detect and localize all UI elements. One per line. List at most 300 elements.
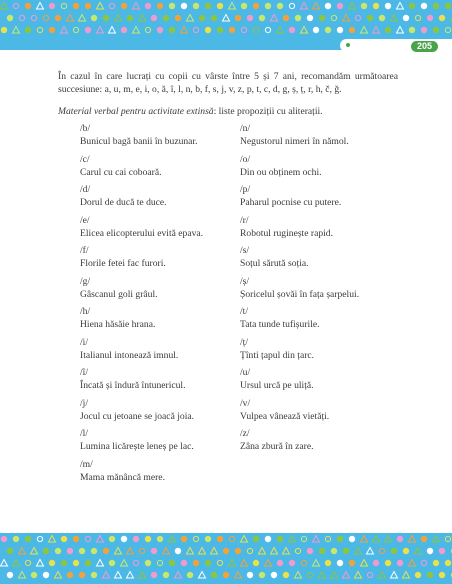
confetti-dot — [169, 3, 175, 9]
confetti-triangle — [199, 548, 206, 555]
confetti-dot — [25, 536, 31, 542]
confetti-dot — [385, 27, 391, 33]
confetti-dot — [403, 15, 409, 21]
alliteration-item — [80, 336, 240, 367]
phoneme-label: /c/ — [80, 153, 90, 165]
confetti-triangle — [391, 15, 398, 22]
confetti-dot — [277, 3, 283, 9]
confetti-triangle — [37, 3, 44, 10]
confetti-dot — [415, 572, 421, 578]
confetti-triangle — [127, 572, 134, 579]
confetti-dot — [337, 536, 343, 542]
confetti-dot — [73, 3, 79, 9]
confetti-ring — [193, 27, 198, 32]
confetti-dot — [289, 560, 295, 566]
confetti-dot — [319, 15, 325, 21]
confetti-triangle — [79, 15, 86, 22]
confetti-dot — [421, 536, 427, 542]
confetti-dot — [181, 536, 187, 542]
confetti-triangle — [385, 536, 392, 543]
confetti-triangle — [121, 560, 128, 567]
confetti-triangle — [271, 548, 278, 555]
confetti-dot — [163, 572, 169, 578]
confetti-dot — [7, 548, 13, 554]
confetti-dot — [223, 548, 229, 554]
confetti-triangle — [169, 536, 176, 543]
phoneme-label: /d/ — [80, 184, 91, 195]
confetti-dot — [337, 3, 343, 9]
phoneme-label: /ț/ — [240, 336, 248, 348]
confetti-dot — [55, 15, 61, 21]
confetti-dot — [175, 15, 181, 21]
confetti-dot — [235, 15, 241, 21]
confetti-dot — [241, 3, 247, 9]
confetti-dot — [121, 3, 127, 9]
confetti-dot — [157, 536, 163, 542]
confetti-ring — [73, 27, 78, 32]
alliteration-item — [80, 458, 240, 489]
confetti-triangle — [343, 15, 350, 22]
confetti-triangle — [241, 536, 248, 543]
confetti-triangle — [115, 15, 122, 22]
confetti-dot — [313, 27, 319, 33]
alliteration-item — [240, 183, 400, 214]
confetti-ring — [133, 560, 138, 565]
confetti-dot — [43, 548, 49, 554]
confetti-dot — [181, 3, 187, 9]
phoneme-label: /n/ — [240, 123, 251, 134]
confetti-triangle — [67, 15, 74, 22]
confetti-dot — [439, 572, 445, 578]
confetti-triangle — [49, 536, 56, 543]
confetti-dot — [337, 560, 343, 566]
confetti-triangle — [31, 548, 38, 555]
phoneme-label: /m/ — [80, 458, 93, 470]
confetti-dot — [265, 536, 271, 542]
confetti-triangle — [103, 572, 110, 579]
confetti-dot — [109, 560, 115, 566]
confetti-ring — [229, 536, 234, 541]
confetti-triangle — [259, 548, 266, 555]
phoneme-label: /s/ — [240, 245, 250, 256]
confetti-triangle — [415, 548, 422, 555]
alliteration-item — [240, 244, 400, 275]
confetti-triangle — [229, 3, 236, 10]
confetti-dot — [427, 572, 433, 578]
phoneme-label: /i/ — [80, 336, 88, 348]
page-tab-dot — [346, 43, 350, 47]
confetti-dot — [217, 27, 223, 33]
confetti-dot — [73, 536, 79, 542]
confetti-triangle — [379, 572, 386, 579]
confetti-triangle — [241, 560, 248, 567]
phoneme-label: /h/ — [80, 306, 91, 317]
alliteration-item — [240, 275, 400, 306]
alliteration-sentence: Gâscanul goli grâul. — [80, 288, 158, 300]
confetti-triangle — [163, 548, 170, 555]
confetti-triangle — [301, 3, 308, 10]
confetti-dot — [7, 572, 13, 578]
alliteration-sentence: Mama mănâncă mere. — [80, 471, 165, 483]
confetti-triangle — [391, 572, 398, 579]
confetti-dot — [271, 572, 277, 578]
confetti-ring — [355, 15, 360, 20]
phoneme-label: /î/ — [80, 367, 88, 378]
confetti-ring — [295, 548, 300, 553]
confetti-dot — [385, 560, 391, 566]
confetti-dot — [289, 27, 295, 33]
confetti-triangle — [187, 548, 194, 555]
confetti-triangle — [139, 15, 146, 22]
confetti-dot — [337, 27, 343, 33]
phoneme-label: /o/ — [240, 153, 251, 165]
confetti-dot — [79, 572, 85, 578]
phoneme-label: /z/ — [240, 428, 250, 439]
confetti-dot — [445, 3, 451, 9]
confetti-dot — [247, 15, 253, 21]
phoneme-label: /b/ — [80, 123, 91, 134]
confetti-triangle — [133, 3, 140, 10]
alliteration-sentence: Bunicul bagă banii în buzunar. — [80, 136, 198, 147]
alliteration-item — [80, 305, 240, 336]
confetti-dot — [373, 3, 379, 9]
confetti-dot — [31, 572, 37, 578]
confetti-triangle — [13, 560, 20, 567]
confetti-triangle — [361, 560, 368, 567]
confetti-triangle — [331, 572, 338, 579]
confetti-triangle — [355, 572, 362, 579]
confetti-dot — [259, 572, 265, 578]
confetti-triangle — [97, 536, 104, 543]
confetti-triangle — [397, 3, 404, 10]
confetti-dot — [145, 560, 151, 566]
confetti-triangle — [361, 536, 368, 543]
confetti-dot — [205, 560, 211, 566]
confetti-dot — [79, 548, 85, 554]
alliteration-sentence: Elicea elicopterului evită epava. — [80, 227, 204, 239]
confetti-dot — [1, 536, 7, 542]
alliteration-sentence: Paharul pocnise cu putere. — [240, 197, 342, 208]
confetti-ring — [325, 536, 330, 541]
confetti-triangle — [1, 560, 8, 567]
confetti-dot — [379, 15, 385, 21]
alliteration-item — [240, 427, 400, 458]
confetti-triangle — [361, 27, 368, 34]
confetti-dot — [253, 536, 259, 542]
alliteration-item — [80, 153, 240, 184]
alliteration-item — [240, 397, 400, 428]
confetti-triangle — [301, 27, 308, 34]
confetti-triangle — [265, 560, 272, 567]
confetti-dot — [199, 15, 205, 21]
confetti-dot — [25, 27, 31, 33]
material-text: : liste propoziții cu aliterații. — [213, 106, 323, 117]
confetti-ring — [307, 572, 312, 577]
confetti-triangle — [199, 572, 206, 579]
confetti-dot — [325, 560, 331, 566]
confetti-dot — [211, 572, 217, 578]
confetti-triangle — [139, 572, 146, 579]
confetti-dot — [397, 536, 403, 542]
confetti-dot — [55, 548, 61, 554]
confetti-ring — [367, 572, 372, 577]
confetti-dot — [181, 560, 187, 566]
confetti-dot — [295, 15, 301, 21]
main-content — [58, 70, 398, 118]
confetti-dot — [85, 27, 91, 33]
confetti-dot — [433, 3, 439, 9]
confetti-triangle — [97, 560, 104, 567]
confetti-dot — [145, 536, 151, 542]
confetti-dot — [391, 548, 397, 554]
confetti-ring — [43, 15, 48, 20]
confetti-triangle — [187, 15, 194, 22]
alliteration-item — [80, 366, 240, 397]
confetti-dot — [367, 15, 373, 21]
alliteration-item — [240, 153, 400, 184]
confetti-dot — [25, 3, 31, 9]
confetti-triangle — [283, 548, 290, 555]
alliteration-sentence: Tata tunde tufișurile. — [240, 319, 320, 330]
alliteration-sentence: Jocul cu jetoane se joacă joia. — [80, 410, 195, 422]
confetti-ring — [85, 536, 90, 541]
confetti-triangle — [367, 548, 374, 555]
confetti-dot — [403, 548, 409, 554]
confetti-dot — [349, 27, 355, 33]
confetti-dot — [253, 3, 259, 9]
confetti-dot — [445, 560, 451, 566]
confetti-dot — [193, 560, 199, 566]
alliteration-lists — [80, 122, 400, 488]
confetti-dot — [163, 15, 169, 21]
alliteration-item — [80, 427, 240, 458]
confetti-dot — [409, 3, 415, 9]
alliteration-item — [80, 244, 240, 275]
confetti-dot — [265, 3, 271, 9]
confetti-dot — [157, 3, 163, 9]
alliteration-sentence: Vulpea vânează vietăți. — [240, 410, 330, 422]
confetti-dot — [109, 536, 115, 542]
confetti-dot — [385, 3, 391, 9]
confetti-triangle — [295, 572, 302, 579]
confetti-ring — [217, 560, 222, 565]
confetti-triangle — [97, 27, 104, 34]
confetti-dot — [253, 560, 259, 566]
confetti-ring — [265, 27, 270, 32]
confetti-dot — [103, 15, 109, 21]
confetti-triangle — [349, 3, 356, 10]
confetti-dot — [169, 560, 175, 566]
confetti-dot — [43, 572, 49, 578]
alliteration-sentence: Soțul sărută soția. — [240, 258, 309, 269]
confetti-dot — [7, 15, 13, 21]
confetti-dot — [283, 15, 289, 21]
right-column — [240, 122, 400, 488]
confetti-ring — [415, 15, 420, 20]
phoneme-label: /j/ — [80, 397, 88, 409]
confetti-dot — [13, 536, 19, 542]
confetti-triangle — [13, 27, 20, 34]
confetti-triangle — [409, 536, 416, 543]
alliteration-sentence: Din ou obținem ochi. — [240, 166, 322, 178]
phoneme-label: /ș/ — [240, 275, 250, 287]
confetti-dot — [85, 3, 91, 9]
confetti-triangle — [355, 548, 362, 555]
confetti-dot — [373, 560, 379, 566]
confetti-triangle — [175, 572, 182, 579]
confetti-ring — [301, 536, 306, 541]
confetti-ring — [109, 3, 114, 8]
confetti-dot — [427, 15, 433, 21]
confetti-dot — [427, 548, 433, 554]
alliteration-sentence: Țînti țapul din țarc. — [240, 349, 315, 361]
confetti-triangle — [343, 572, 350, 579]
confetti-ring — [157, 560, 162, 565]
alliteration-sentence: Ursul urcă pe uliță. — [240, 380, 314, 391]
alliteration-item — [80, 214, 240, 245]
confetti-dot — [49, 3, 55, 9]
confetti-ring — [61, 3, 66, 8]
left-column — [80, 122, 240, 488]
alliteration-sentence: Negustorul nimeri în nămol. — [240, 136, 349, 147]
confetti-dot — [349, 560, 355, 566]
confetti-triangle — [319, 572, 326, 579]
confetti-dot — [49, 27, 55, 33]
alliteration-item — [240, 336, 400, 367]
confetti-dot — [61, 536, 67, 542]
alliteration-sentence: Zâna zbură în zare. — [240, 441, 314, 452]
confetti-triangle — [271, 15, 278, 22]
confetti-ring — [37, 27, 42, 32]
confetti-dot — [433, 560, 439, 566]
confetti-dot — [1, 27, 7, 33]
confetti-triangle — [19, 572, 26, 579]
confetti-dot — [349, 536, 355, 542]
intro-paragraph: În cazul în care lucrați cu copii cu vârste între 5 și 7 ani, recomandăm următoarea succesiune: a, u, m, e, i, o, ă, î, l, n, b, f, s, j, v, z, p, t, c, d, g, ș, ț, r, h, č, ğ. — [58, 71, 398, 95]
confetti-triangle — [409, 560, 416, 567]
confetti-dot — [439, 15, 445, 21]
page-number: 205 — [411, 41, 438, 52]
phoneme-label: /u/ — [240, 367, 251, 378]
confetti-dot — [421, 27, 427, 33]
confetti-dot — [169, 27, 175, 33]
phoneme-label: /e/ — [80, 214, 90, 226]
confetti-dot — [175, 548, 181, 554]
confetti-triangle — [313, 3, 320, 10]
confetti-dot — [277, 560, 283, 566]
confetti-ring — [193, 536, 198, 541]
alliteration-item — [80, 397, 240, 428]
confetti-ring — [445, 27, 450, 32]
confetti-dot — [325, 3, 331, 9]
confetti-dot — [259, 15, 265, 21]
confetti-ring — [37, 536, 42, 541]
confetti-triangle — [289, 536, 296, 543]
alliteration-sentence: Șoricelul șovăi în fața șarpelui. — [240, 288, 360, 300]
alliteration-sentence: Florile fetei fac furori. — [80, 258, 166, 269]
confetti-ring — [379, 548, 384, 553]
confetti-dot — [91, 572, 97, 578]
confetti-triangle — [127, 548, 134, 555]
phoneme-label: /f/ — [80, 245, 89, 256]
confetti-triangle — [115, 548, 122, 555]
confetti-dot — [331, 548, 337, 554]
confetti-triangle — [1, 3, 8, 10]
confetti-dot — [205, 27, 211, 33]
confetti-ring — [139, 548, 144, 553]
confetti-ring — [31, 15, 36, 20]
pattern-shapes — [0, 533, 452, 584]
confetti-triangle — [133, 27, 140, 34]
confetti-dot — [49, 560, 55, 566]
confetti-dot — [187, 572, 193, 578]
confetti-dot — [151, 15, 157, 21]
alliteration-item — [240, 214, 400, 245]
confetti-ring — [421, 560, 426, 565]
confetti-dot — [211, 15, 217, 21]
alliteration-item — [240, 305, 400, 336]
confetti-dot — [121, 536, 127, 542]
confetti-dot — [67, 548, 73, 554]
confetti-ring — [331, 15, 336, 20]
confetti-dot — [217, 3, 223, 9]
confetti-dot — [91, 548, 97, 554]
confetti-triangle — [373, 27, 380, 34]
confetti-triangle — [211, 548, 218, 555]
confetti-dot — [307, 15, 313, 21]
confetti-dot — [361, 3, 367, 9]
confetti-triangle — [397, 27, 404, 34]
phoneme-label: /p/ — [240, 184, 251, 195]
confetti-dot — [103, 548, 109, 554]
confetti-dot — [397, 560, 403, 566]
phoneme-label: /l/ — [80, 428, 88, 439]
confetti-triangle — [109, 27, 116, 34]
bottom-decorative-band — [0, 533, 452, 584]
confetti-dot — [205, 536, 211, 542]
alliteration-item — [240, 122, 400, 153]
phoneme-label: /v/ — [240, 397, 251, 409]
confetti-triangle — [403, 572, 410, 579]
confetti-triangle — [61, 27, 68, 34]
alliteration-sentence: Hiena hăsăie hrana. — [80, 319, 156, 330]
confetti-triangle — [223, 15, 230, 22]
confetti-dot — [307, 548, 313, 554]
confetti-dot — [283, 572, 289, 578]
alliteration-item — [80, 122, 240, 153]
confetti-triangle — [181, 27, 188, 34]
alliteration-sentence: Carul cu cai coboară. — [80, 166, 162, 178]
confetti-dot — [61, 560, 67, 566]
confetti-ring — [145, 27, 150, 32]
confetti-dot — [157, 27, 163, 33]
confetti-triangle — [97, 3, 104, 10]
phoneme-label: /g/ — [80, 275, 91, 287]
confetti-dot — [409, 27, 415, 33]
confetti-dot — [421, 3, 427, 9]
confetti-ring — [445, 536, 450, 541]
confetti-dot — [205, 3, 211, 9]
confetti-triangle — [313, 536, 320, 543]
confetti-dot — [151, 548, 157, 554]
confetti-dot — [151, 572, 157, 578]
confetti-triangle — [433, 536, 440, 543]
confetti-ring — [247, 548, 252, 553]
confetti-ring — [241, 27, 246, 32]
confetti-dot — [73, 560, 79, 566]
alliteration-sentence: Robotul ruginește rapid. — [240, 227, 333, 239]
confetti-dot — [325, 27, 331, 33]
